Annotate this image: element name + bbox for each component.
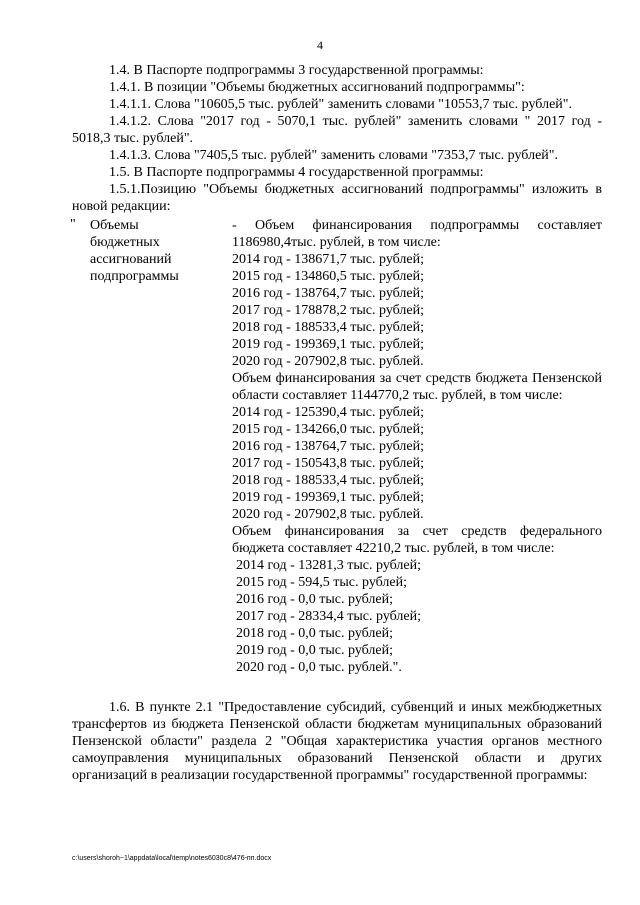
paragraph-1-4-1-1: 1.4.1.1. Слова "10605,5 тыс. рублей" заменить словами "10553,7 тыс. рублей". [109, 97, 572, 112]
total-year-line: 2019 год - 199369,1 тыс. рублей; [232, 337, 425, 352]
total-funding-text: - Объем финансирования подпрограммы составляет 1186980,4тыс. рублей, в том числе: [232, 218, 602, 250]
open-quote: " [70, 217, 76, 232]
total-year-line: 2014 год - 138671,7 тыс. рублей; [232, 252, 425, 267]
regional-year-line: 2016 год - 138764,7 тыс. рублей; [232, 439, 425, 454]
paragraph-1-6: 1.6. В пункте 2.1 "Предоставление субсидий, субвенций и иных межбюджетных трансфертов из бюджета Пензенской области бюджетам муниципальных образований Пензенской области" раздела 2 "Общая характеристика участия органов местного самоуправления муниципальных образований Пензенской области и других организаций в реализации государственной программы" государственной программы: [72, 700, 602, 783]
regional-year-line: 2019 год - 199369,1 тыс. рублей; [232, 490, 425, 505]
federal-year-line: 2018 год - 0,0 тыс. рублей; [236, 626, 394, 641]
regional-year-line: 2020 год - 207902,8 тыс. рублей. [232, 507, 424, 522]
total-year-line: 2020 год - 207902,8 тыс. рублей. [232, 354, 424, 369]
table-left-column [90, 217, 220, 285]
federal-year-line: 2014 год - 13281,3 тыс. рублей; [236, 558, 422, 573]
paragraph-1-4-1-2: 1.4.1.2. Слова "2017 год - 5070,1 тыс. рублей" заменить словами " 2017 год - 5018,3 тыс. рублей". [72, 114, 602, 146]
federal-year-line: 2017 год - 28334,4 тыс. рублей; [236, 609, 422, 624]
left-line: ассигнований [90, 252, 172, 267]
federal-year-line: 2015 год - 594,5 тыс. рублей; [236, 575, 408, 590]
regional-year-line: 2014 год - 125390,4 тыс. рублей; [232, 405, 425, 420]
paragraph-1-5-1: 1.5.1.Позицию "Объемы бюджетных ассигнований подпрограммы" изложить в новой редакции: [72, 182, 602, 214]
regional-year-line: 2018 год - 188533,4 тыс. рублей; [232, 473, 425, 488]
budget-allocation-table [72, 217, 602, 691]
paragraph-1-4-1: 1.4.1. В позиции "Объемы бюджетных ассигнований подпрограммы": [109, 80, 525, 95]
total-year-line: 2015 год - 134860,5 тыс. рублей; [232, 269, 425, 284]
left-line: подпрограммы [90, 269, 179, 284]
regional-year-line: 2015 год - 134266,0 тыс. рублей; [232, 422, 425, 437]
table-right-column [232, 217, 602, 676]
paragraph-1-4: 1.4. В Паспорте подпрограммы 3 государственной программы: [109, 63, 484, 78]
total-year-line: 2017 год - 178878,2 тыс. рублей; [232, 303, 425, 318]
footer-file-path: c:\users\shoroh~1\appdata\local\temp\notes6030c8\476-пп.docx [72, 855, 272, 862]
page-number: 4 [317, 38, 323, 52]
left-line: бюджетных [90, 235, 160, 250]
federal-year-line: 2016 год - 0,0 тыс. рублей; [236, 592, 394, 607]
regional-year-line: 2017 год - 150543,8 тыс. рублей; [232, 456, 425, 471]
paragraph-1-4-1-3: 1.4.1.3. Слова "7405,5 тыс. рублей" заменить словами "7353,7 тыс. рублей". [109, 148, 558, 163]
document-body [72, 62, 602, 784]
total-year-line: 2016 год - 138764,7 тыс. рублей; [232, 286, 425, 301]
federal-year-line: 2019 год - 0,0 тыс. рублей; [236, 643, 394, 658]
regional-funding-text: Объем финансирования за счет средств бюджета Пензенской области составляет 1144770,2 тыс. рублей, в том числе: [232, 371, 602, 403]
left-line: Объемы [90, 218, 139, 233]
total-year-line: 2018 год - 188533,4 тыс. рублей; [232, 320, 425, 335]
federal-year-line: 2020 год - 0,0 тыс. рублей.". [236, 660, 402, 675]
paragraph-1-5: 1.5. В Паспорте подпрограммы 4 государственной программы: [109, 165, 484, 180]
federal-funding-text: Объем финансирования за счет средств федерального бюджета составляет 42210,2 тыс. рублей, в том числе: [232, 524, 602, 556]
